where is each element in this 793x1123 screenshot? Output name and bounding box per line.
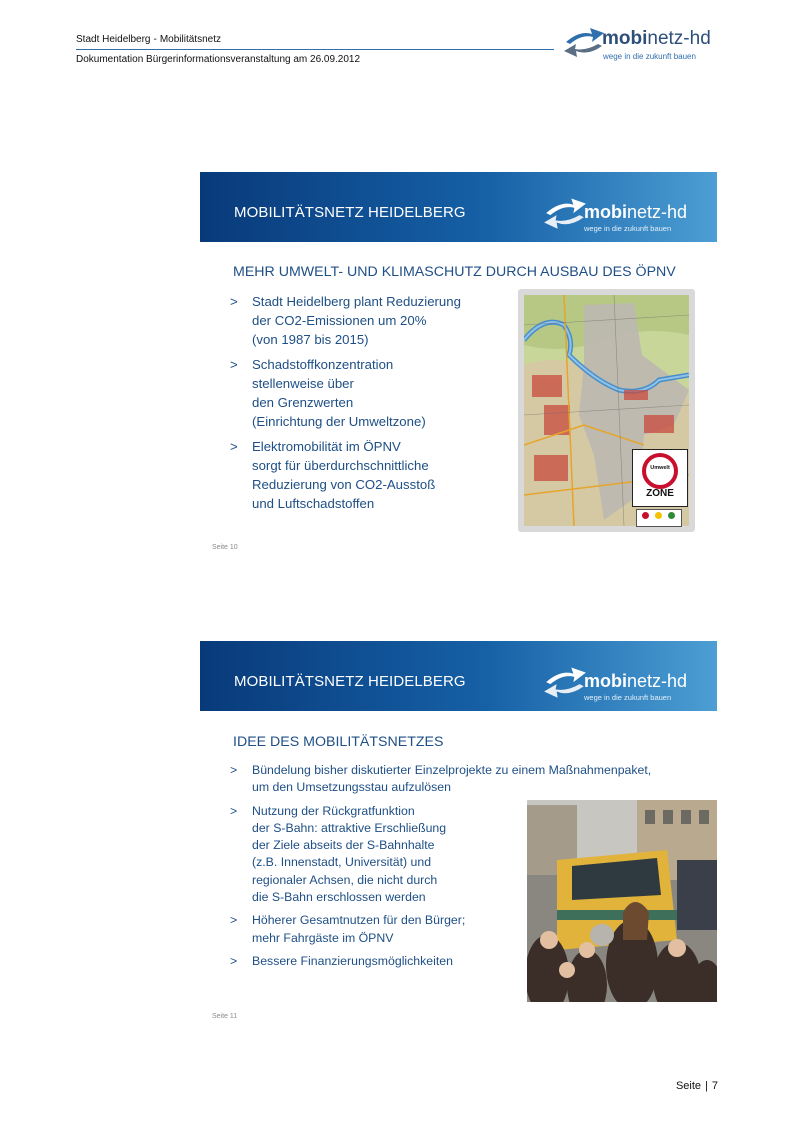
sticker-plate xyxy=(636,509,682,527)
footer-separator: | xyxy=(705,1080,708,1092)
header-title xyxy=(76,34,221,45)
bullet-item xyxy=(230,762,651,797)
arrows-logo-icon xyxy=(542,659,588,701)
bullet-line: den Grenzwerten xyxy=(252,395,354,410)
banner-logo xyxy=(542,653,712,703)
header-logo xyxy=(562,20,722,70)
bullet-line: Bessere Finanzierungsmöglichkeiten xyxy=(252,953,453,968)
bullet-marker: > xyxy=(230,294,238,309)
umweltzone-sign xyxy=(632,449,688,507)
bullet-line: der CO2-Emissionen um 20% xyxy=(252,313,427,328)
bullet-line: Stadt Heidelberg plant Reduzierung xyxy=(252,294,461,309)
bullet-line: (Einrichtung der Umweltzone) xyxy=(252,414,426,429)
bullet-line: Nutzung der Rückgratfunktion xyxy=(252,803,415,818)
bullet-marker: > xyxy=(230,763,238,777)
header-project: Mobilitätsnetz xyxy=(159,34,221,45)
sticker-green xyxy=(668,512,675,519)
bullet-list xyxy=(230,292,461,519)
bullet-line: der Ziele abseits der S-Bahnhalte xyxy=(252,838,435,853)
header-subtitle: Dokumentation Bürgerinformationsveranstaltung am 26.09.2012 xyxy=(76,54,361,65)
logo-wordmark: mobinetz-hd xyxy=(584,202,688,222)
bullet-line: der S-Bahn: attraktive Erschließung xyxy=(252,820,447,835)
sticker-red xyxy=(642,512,649,519)
tram-crowd-photo xyxy=(527,800,717,1002)
bullet-item xyxy=(230,355,461,431)
slide-banner xyxy=(200,172,717,242)
bullet-marker: > xyxy=(230,953,238,968)
slide-10 xyxy=(200,172,717,560)
bullet-line: Bündelung bisher diskutierter Einzelprojekte zu einem Maßnahmenpaket, xyxy=(252,763,652,777)
footer-page-label: Seite xyxy=(675,1080,702,1092)
bullet-marker: > xyxy=(230,803,238,818)
bullet-line: Elektromobilität im ÖPNV xyxy=(252,439,401,454)
bullet-line: und Luftschadstoffen xyxy=(252,496,375,511)
bullet-marker: > xyxy=(230,439,238,454)
sign-ring: Umwelt xyxy=(642,453,678,489)
bullet-marker: > xyxy=(230,357,238,372)
slide-11 xyxy=(200,641,717,1025)
logo-wordmark: mobinetz-hd xyxy=(584,671,688,691)
bullet-marker: > xyxy=(230,913,238,928)
bullet-item xyxy=(230,437,461,513)
banner-title: MOBILITÄTSNETZ HEIDELBERG xyxy=(234,673,466,690)
bullet-line: sorgt für überdurchschnittliche xyxy=(252,458,429,473)
page-header xyxy=(76,28,716,74)
sign-zone-text: ZONE xyxy=(646,488,674,499)
logo-tagline: wege in die zukunft bauen xyxy=(603,52,696,61)
page-number-footer xyxy=(676,1080,718,1092)
slide-heading: MEHR UMWELT- UND KLIMASCHUTZ DURCH AUSBAU DES ÖPNV xyxy=(233,264,676,280)
arrows-logo-icon xyxy=(542,190,588,232)
bullet-line: Reduzierung von CO2-Ausstoß xyxy=(252,477,436,492)
bullet-line: mehr Fahrgäste im ÖPNV xyxy=(252,930,394,945)
banner-logo xyxy=(542,184,712,234)
slide-banner xyxy=(200,641,717,711)
header-rule xyxy=(76,49,554,50)
bullet-line: die S-Bahn erschlossen werden xyxy=(252,890,426,905)
bullet-line: Schadstoffkonzentration xyxy=(252,357,394,372)
bullet-line: Höherer Gesamtnutzen für den Bürger; xyxy=(252,913,466,928)
footer-page-number: 7 xyxy=(711,1080,718,1092)
bullet-item xyxy=(230,292,461,349)
bullet-line: regionaler Achsen, die nicht durch xyxy=(252,872,438,887)
header-org: Stadt Heidelberg xyxy=(76,34,151,45)
bullet-line: um den Umsetzungsstau aufzulösen xyxy=(252,780,451,795)
umweltzone-map xyxy=(518,289,695,532)
tram-photo-image xyxy=(527,800,717,1002)
arrows-logo-icon xyxy=(562,20,606,60)
header-separator: - xyxy=(153,34,157,45)
slide-heading: IDEE DES MOBILITÄTSNETZES xyxy=(233,734,444,750)
bullet-line: (von 1987 bis 2015) xyxy=(252,332,369,347)
banner-title: MOBILITÄTSNETZ HEIDELBERG xyxy=(234,204,466,221)
slide-number: Seite 11 xyxy=(212,1013,238,1020)
bullet-line: (z.B. Innenstadt, Universität) und xyxy=(252,855,432,870)
logo-wordmark: mobinetz-hd xyxy=(602,28,711,49)
slide-number: Seite 10 xyxy=(212,544,238,551)
bullet-line: stellenweise über xyxy=(252,376,354,391)
logo-tagline: wege in die zukunft bauen xyxy=(584,224,672,233)
logo-tagline: wege in die zukunft bauen xyxy=(584,693,672,702)
sticker-yellow xyxy=(655,512,662,519)
